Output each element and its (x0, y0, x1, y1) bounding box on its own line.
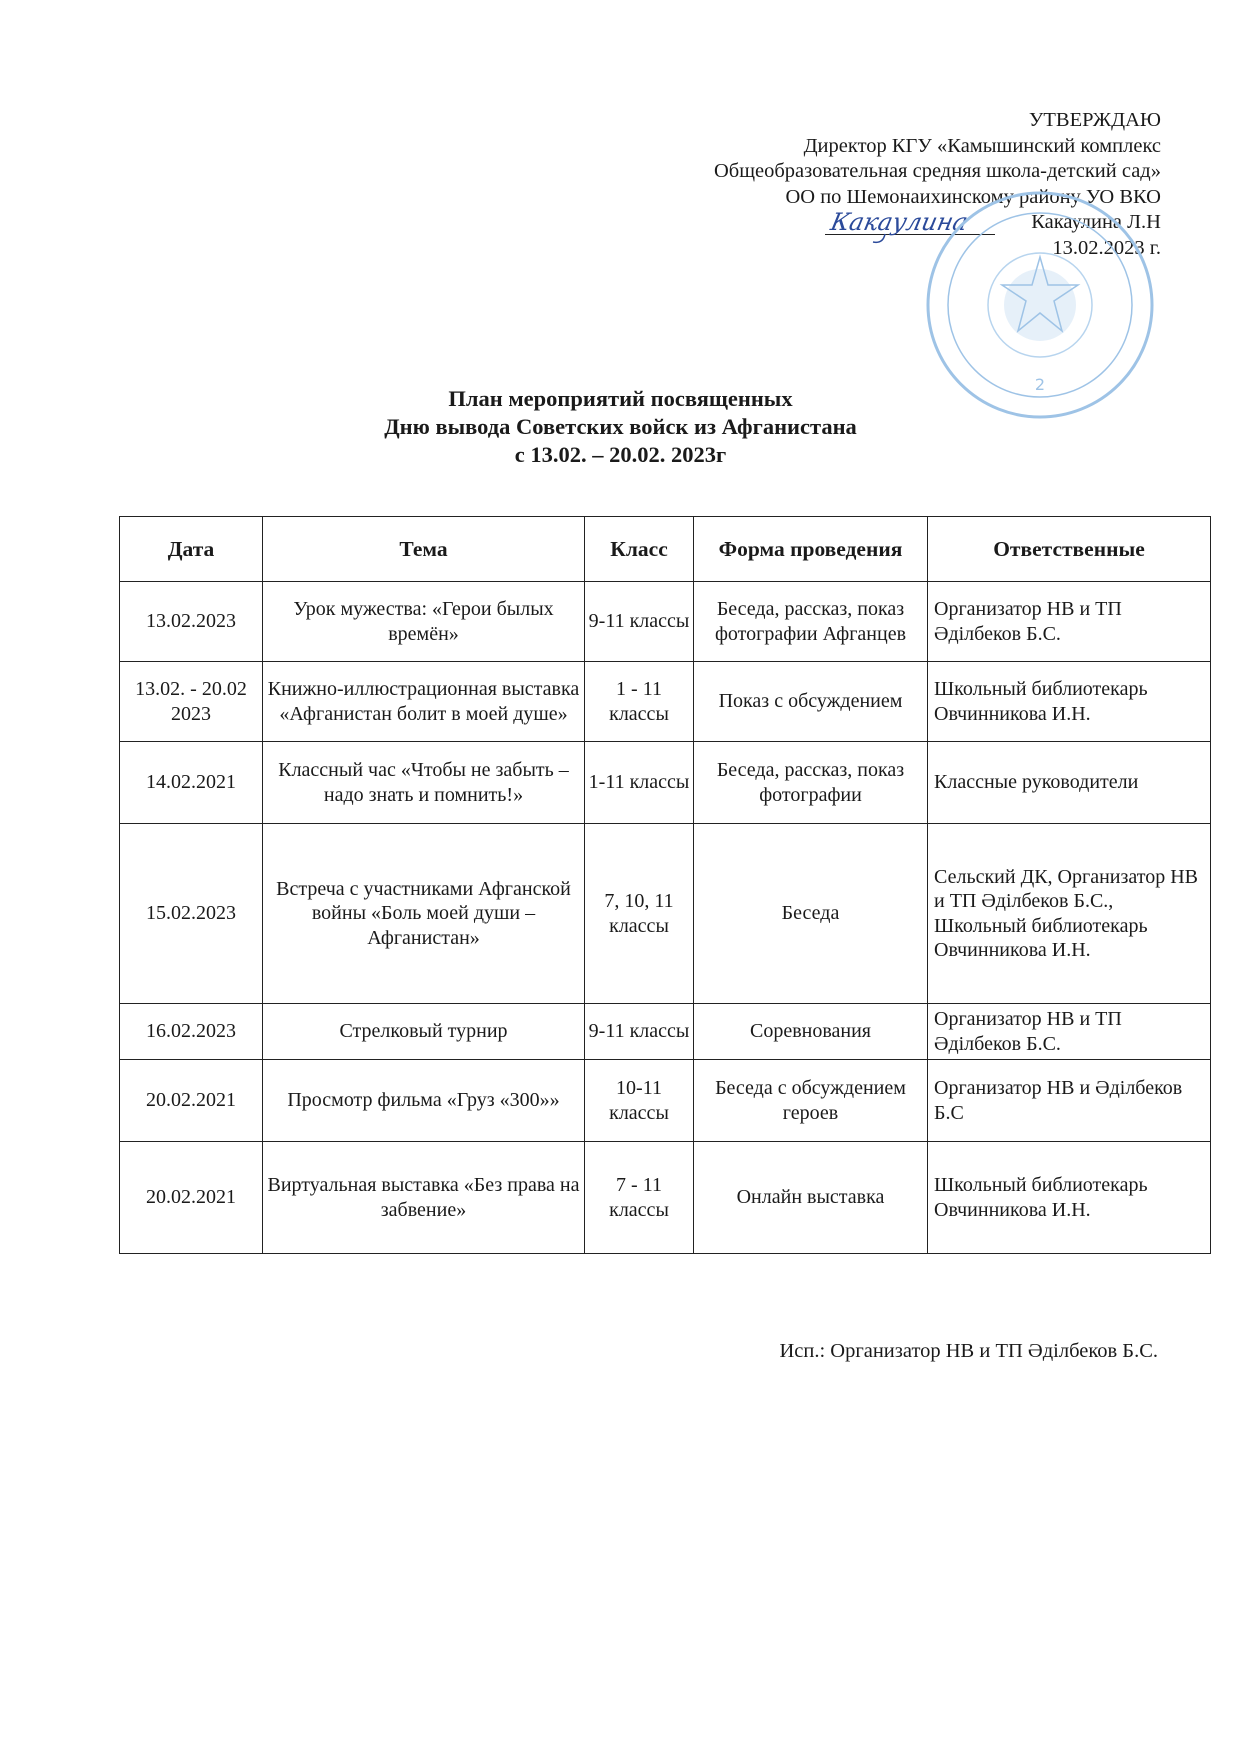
title-line-2: Дню вывода Советских войск из Афганистана (384, 414, 857, 439)
cell-grade: 1 - 11 классы (585, 662, 694, 742)
cell-date: 13.02. - 20.02 2023 (120, 662, 263, 742)
approval-heading: УТВЕРЖДАЮ (1028, 109, 1161, 131)
table-header-row (120, 517, 1211, 582)
cell-responsible: Организатор НВ и ТП Әділбеков Б.С. (928, 582, 1211, 662)
header-topic: Тема (263, 517, 585, 582)
cell-topic: Виртуальная выставка «Без права на забвение» (263, 1142, 585, 1254)
cell-responsible: Школьный библиотекарь Овчинникова И.Н. (928, 662, 1211, 742)
cell-responsible: Школьный библиотекарь Овчинникова И.Н. (928, 1142, 1211, 1254)
header-date: Дата (120, 517, 263, 582)
approval-organization: Общеобразовательная средняя школа-детский сад» (713, 160, 1161, 182)
cell-grade: 10-11 классы (585, 1060, 694, 1142)
executor-note: Исп.: Организатор НВ и ТП Әділбеков Б.С. (779, 1340, 1158, 1362)
cell-topic: Просмотр фильма «Груз «300»» (263, 1060, 585, 1142)
svg-text:2: 2 (1034, 375, 1046, 394)
cell-grade: 7, 10, 11 классы (585, 824, 694, 1004)
header-form: Форма проведения (694, 517, 928, 582)
table-row (120, 662, 1211, 742)
cell-grade: 7 - 11 классы (585, 1142, 694, 1254)
cell-responsible: Сельский ДК, Организатор НВ и ТП Әділбеков Б.С., Школьный библиотекарь Овчинникова И.Н. (928, 824, 1211, 1004)
table-row (120, 742, 1211, 824)
cell-responsible: Классные руководители (928, 742, 1211, 824)
signature-image (825, 204, 995, 244)
cell-date: 14.02.2021 (120, 742, 263, 824)
cell-topic: Встреча с участниками Афганской войны «Боль моей души – Афганистан» (263, 824, 585, 1004)
table-row (120, 582, 1211, 662)
signature-row (561, 207, 1161, 236)
cell-form: Соревнования (694, 1004, 928, 1060)
approval-position: Директор КГУ «Камышинский комплекс (803, 134, 1161, 157)
table-row (120, 1142, 1211, 1254)
title-line-3: с 13.02. – 20.02. 2023г (514, 442, 727, 467)
cell-form: Беседа, рассказ, показ фотографии (694, 742, 928, 824)
approval-date: 13.02.2023 г. (1052, 237, 1161, 259)
cell-date: 20.02.2021 (120, 1060, 263, 1142)
cell-topic: Книжно-иллюстрационная выставка «Афганистан болит в моей душе» (263, 662, 585, 742)
header-responsible: Ответственные (928, 517, 1211, 582)
cell-topic: Стрелковый турнир (263, 1004, 585, 1060)
header-grade: Класс (585, 517, 694, 582)
cell-form: Показ с обсуждением (694, 662, 928, 742)
cell-form: Беседа, рассказ, показ фотографии Афганцев (694, 582, 928, 662)
table-row (120, 1004, 1211, 1060)
cell-topic: Классный час «Чтобы не забыть – надо знать и помнить!» (263, 742, 585, 824)
cell-date: 16.02.2023 (120, 1004, 263, 1060)
cell-form: Беседа (694, 824, 928, 1004)
table-row (120, 1060, 1211, 1142)
document-title (0, 385, 1241, 469)
cell-topic: Урок мужества: «Герои былых времён» (263, 582, 585, 662)
title-line-1: План мероприятий посвященных (448, 386, 793, 411)
cell-form: Беседа с обсуждением героев (694, 1060, 928, 1142)
cell-responsible: Организатор НВ и Әділбеков Б.С (928, 1060, 1211, 1142)
signatory-name: Какаулина Л.Н (1031, 211, 1161, 233)
cell-grade: 9-11 классы (585, 1004, 694, 1060)
table-row (120, 824, 1211, 1004)
events-table (119, 516, 1211, 1254)
cell-grade: 1-11 классы (585, 742, 694, 824)
cell-responsible: Организатор НВ и ТП Әділбеков Б.С. (928, 1004, 1211, 1060)
approval-block (561, 108, 1161, 262)
cell-form: Онлайн выставка (694, 1142, 928, 1254)
signature-text: Какаулина (828, 207, 971, 236)
approval-department: ОО по Шемонаихинскому району УО ВКО (785, 185, 1161, 208)
cell-date: 13.02.2023 (120, 582, 263, 662)
cell-date: 20.02.2021 (120, 1142, 263, 1254)
cell-grade: 9-11 классы (585, 582, 694, 662)
cell-date: 15.02.2023 (120, 824, 263, 1004)
